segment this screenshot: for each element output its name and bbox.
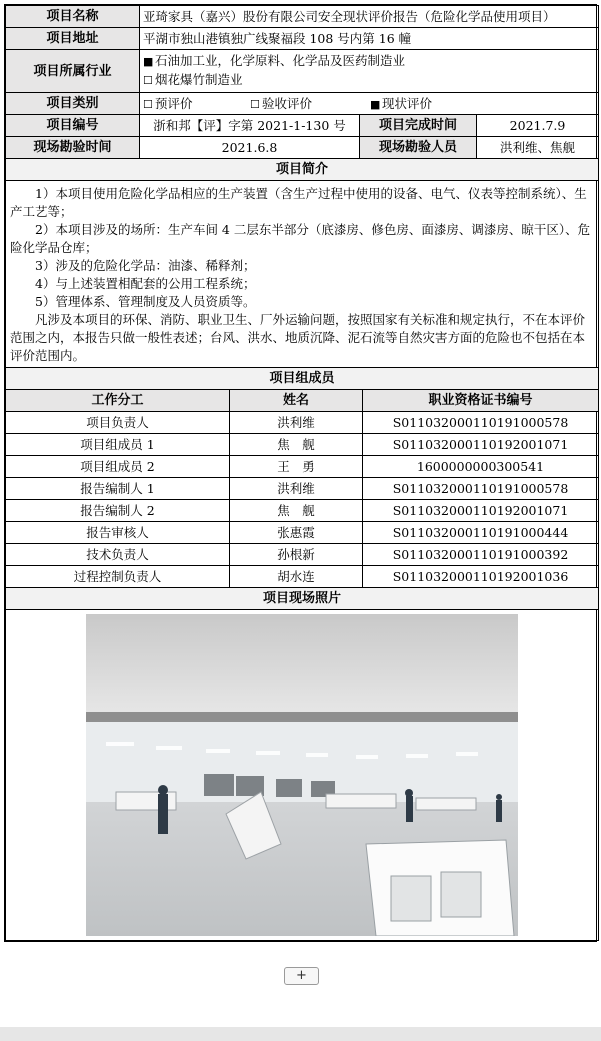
project-info-table [5, 5, 599, 368]
survey-time-label: 现场勘验时间 [6, 137, 140, 159]
ceiling [86, 614, 518, 719]
type-option-current-status: ■ 现状评价 [370, 96, 432, 111]
table-row [6, 412, 599, 434]
member-cert: S011032000110191000578 [363, 412, 599, 434]
member-name: 洪利维 [230, 412, 363, 434]
member-name: 洪利维 [230, 478, 363, 500]
industry-option-fireworks: ☐ 烟花爆竹制造业 [143, 71, 595, 90]
member-role: 报告审核人 [6, 522, 230, 544]
project-type-options [140, 93, 599, 115]
header-name: 姓名 [230, 390, 363, 412]
project-industry-options [140, 50, 599, 93]
intro-section-title: 项目简介 [6, 159, 599, 181]
project-number-value: 浙和邦【评】字第 2021-1-130 号 [140, 115, 360, 137]
completion-time-value: 2021.7.9 [477, 115, 599, 137]
member-name: 孙根新 [230, 544, 363, 566]
member-role: 报告编制人 2 [6, 500, 230, 522]
survey-people-value: 洪利维、焦舰 [477, 137, 599, 159]
industry-option-petrochem: ■ 石油加工业，化学原料、化学品及医药制造业 [143, 52, 595, 71]
table-row [6, 434, 599, 456]
member-name: 焦 舰 [230, 434, 363, 456]
members-section-title: 项目组成员 [6, 368, 599, 390]
expand-button[interactable]: + [284, 967, 319, 985]
member-role: 过程控制负责人 [6, 566, 230, 588]
member-cert: S011032000110191000578 [363, 478, 599, 500]
header-cert-number: 职业资格证书编号 [363, 390, 599, 412]
report-document [4, 4, 597, 942]
project-type-label: 项目类别 [6, 93, 140, 115]
site-photo [86, 614, 518, 936]
checked-box-icon: ■ [143, 55, 154, 68]
survey-time-value: 2021.6.8 [140, 137, 360, 159]
members-table [5, 367, 599, 941]
table-row [6, 478, 599, 500]
member-name: 胡水连 [230, 566, 363, 588]
header-role: 工作分工 [6, 390, 230, 412]
project-address-label: 项目地址 [6, 28, 140, 50]
table-row [6, 500, 599, 522]
intro-item-5: 5）管理体系、管理制度及人员资质等。 [35, 294, 256, 309]
unchecked-box-icon: ☐ [143, 97, 153, 111]
intro-content [6, 181, 599, 368]
member-role: 项目负责人 [6, 412, 230, 434]
intro-item-3: 3）涉及的危险化学品：油漆、稀释剂； [35, 258, 256, 273]
project-name-value: 亚琦家具（嘉兴）股份有限公司安全现状评价报告（危险化学品使用项目） [140, 6, 599, 28]
table-row [6, 456, 599, 478]
unchecked-box-icon: ☐ [249, 97, 260, 111]
intro-scope-note: 凡涉及本项目的环保、消防、职业卫生、厂外运输问题，按照国家有关标准和规定执行，不在本评价范围之内，本报告只做一般性表述；台风、洪水、地质沉降、泥石流等自然灾害方面的危险也不包括在本评价范围内。 [10, 312, 586, 363]
project-number-label: 项目编号 [6, 115, 140, 137]
site-photo-cell [6, 610, 599, 941]
member-name: 焦 舰 [230, 500, 363, 522]
beam [86, 712, 518, 722]
member-cert: S011032000110192001036 [363, 566, 599, 588]
completion-time-label: 项目完成时间 [360, 115, 477, 137]
member-name: 王 勇 [230, 456, 363, 478]
project-name-label: 项目名称 [6, 6, 140, 28]
unchecked-box-icon: ☐ [143, 74, 153, 87]
member-cert: S011032000110191000392 [363, 544, 599, 566]
member-cert: S011032000110192001071 [363, 434, 599, 456]
member-role: 报告编制人 1 [6, 478, 230, 500]
checked-box-icon: ■ [369, 97, 381, 111]
intro-item-1: 1）本项目使用危险化学品相应的生产装置（含生产过程中使用的设备、电气、仪表等控制系统）、生产工艺等； [10, 186, 587, 219]
intro-item-2: 2）本项目涉及的场所：生产车间 4 二层东半部分（底漆房、修色房、面漆房、调漆房、晾干区）、危险化学品仓库； [10, 222, 591, 255]
photo-section-title: 项目现场照片 [6, 588, 599, 610]
project-industry-label: 项目所属行业 [6, 50, 140, 93]
intro-item-4: 4）与上述装置相配套的公用工程系统； [35, 276, 256, 291]
table-row [6, 544, 599, 566]
bottom-bar [0, 1027, 601, 1041]
survey-people-label: 现场勘验人员 [360, 137, 477, 159]
white-cabinet [366, 840, 514, 936]
type-option-pre-evaluation: ☐ 预评价 [143, 94, 246, 114]
member-role: 项目组成员 2 [6, 456, 230, 478]
member-name: 张惠霞 [230, 522, 363, 544]
member-role: 技术负责人 [6, 544, 230, 566]
project-address-value: 平湖市独山港镇独广线聚福段 108 号内第 16 幢 [140, 28, 599, 50]
type-option-acceptance: ☐ 验收评价 [250, 94, 366, 114]
table-row [6, 522, 599, 544]
table-row [6, 566, 599, 588]
member-role: 项目组成员 1 [6, 434, 230, 456]
member-cert: S011032000110192001071 [363, 500, 599, 522]
member-cert: S011032000110191000444 [363, 522, 599, 544]
member-cert: 1600000000300541 [363, 456, 599, 478]
